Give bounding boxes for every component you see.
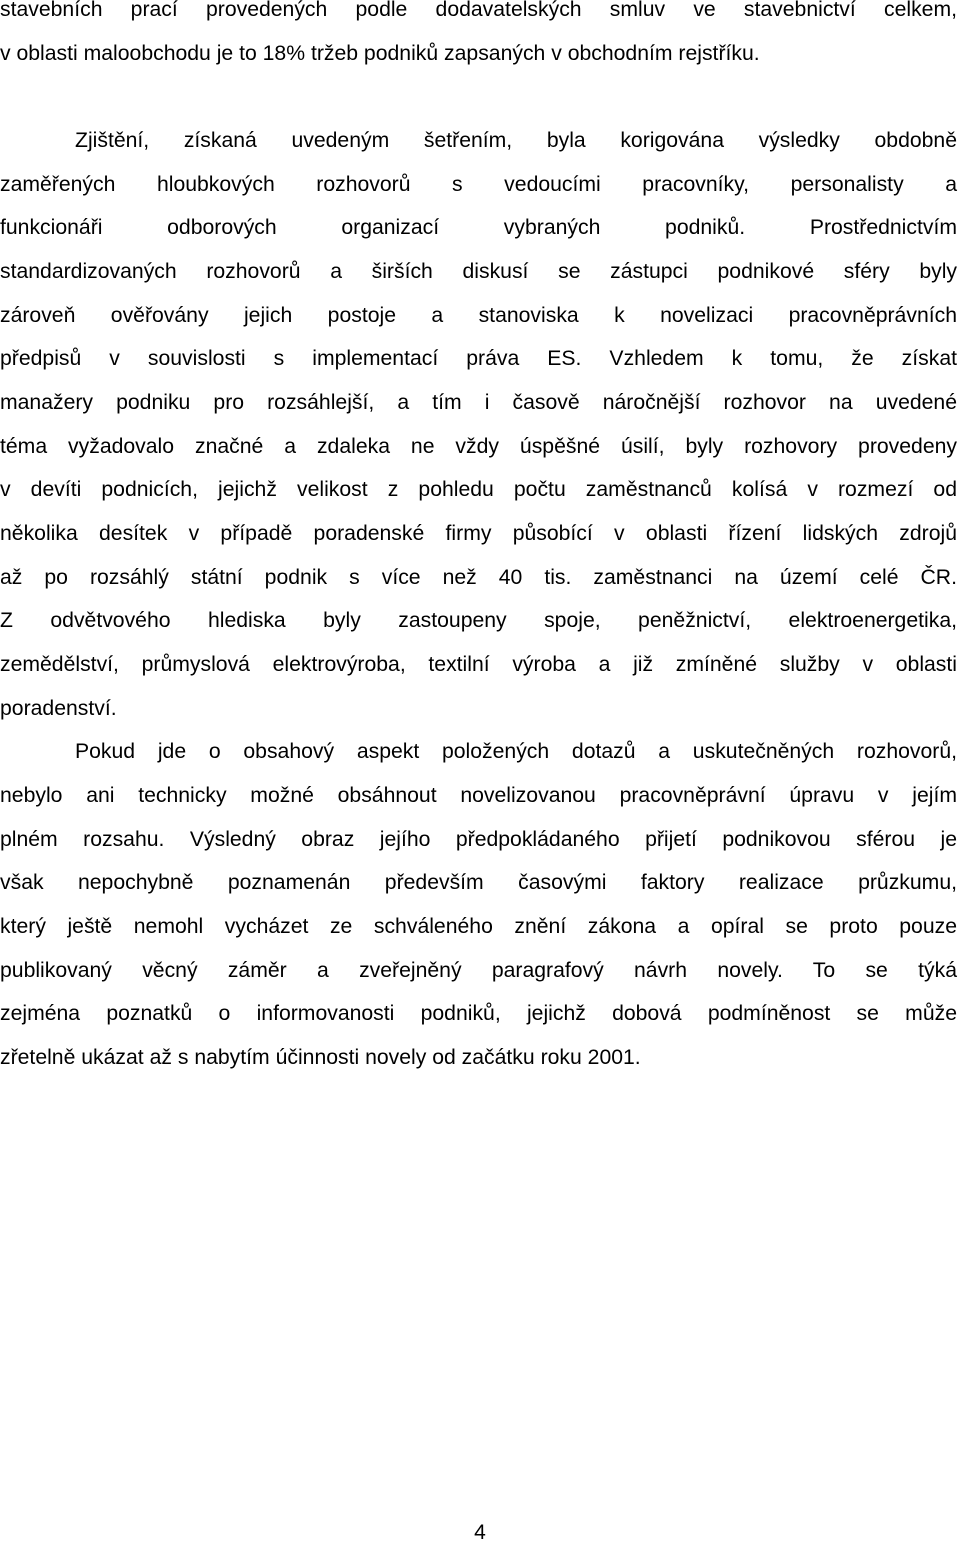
text-line: zemědělství, průmyslová elektrovýroba, textilní výroba a již zmíněné služby v oblasti <box>0 653 957 676</box>
text-line: funkcionáři odborových organizací vybraných podniků. Prostřednictvím <box>0 216 957 239</box>
text-line: však nepochybně poznamenán především časovými faktory realizace průzkumu, <box>0 871 957 894</box>
text-line: Z odvětvového hlediska byly zastoupeny spoje, peněžnictví, elektroenergetika, <box>0 609 957 632</box>
text-line: který ještě nemohl vycházet ze schváleného znění zákona a opíral se proto pouze <box>0 915 957 938</box>
text-line: několika desítek v případě poradenské firmy působící v oblasti řízení lidských zdrojů <box>0 522 957 545</box>
text-line: poradenství. <box>0 697 117 720</box>
text-line: manažery podniku pro rozsáhlejší, a tím i časově náročnější rozhovor na uvedené <box>0 391 957 414</box>
text-line: v devíti podnicích, jejichž velikost z pohledu počtu zaměstnanců kolísá v rozmezí od <box>0 478 957 501</box>
text-line: Pokud jde o obsahový aspekt položených dotazů a uskutečněných rozhovorů, <box>75 740 957 763</box>
text-line: zaměřených hloubkových rozhovorů s vedoucími pracovníky, personalisty a <box>0 173 957 196</box>
text-line: Zjištění, získaná uvedeným šetřením, byla korigována výsledky obdobně <box>75 129 957 152</box>
text-line: až po rozsáhlý státní podnik s více než 40 tis. zaměstnanci na území celé ČR. <box>0 566 957 589</box>
text-line: zřetelně ukázat až s nabytím účinnosti novely od začátku roku 2001. <box>0 1046 641 1069</box>
text-line: předpisů v souvislosti s implementací práva ES. Vzhledem k tomu, že získat <box>0 347 957 370</box>
text-line: zároveň ověřovány jejich postoje a stanoviska k novelizaci pracovněprávních <box>0 304 957 327</box>
text-line: standardizovaných rozhovorů a širších diskusí se zástupci podnikové sféry byly <box>0 260 957 283</box>
text-line: plném rozsahu. Výsledný obraz jejího předpokládaného přijetí podnikovou sférou je <box>0 828 957 851</box>
text-line: nebylo ani technicky možné obsáhnout novelizovanou pracovněprávní úpravu v jejím <box>0 784 957 807</box>
page-number: 4 <box>474 1521 486 1544</box>
text-line: v oblasti maloobchodu je to 18% tržeb podniků zapsaných v obchodním rejstříku. <box>0 42 760 65</box>
text-line: publikovaný věcný záměr a zveřejněný paragrafový návrh novely. To se týká <box>0 959 957 982</box>
text-line: zejména poznatků o informovanosti podniků, jejichž dobová podmíněnost se může <box>0 1002 957 1025</box>
text-line: stavebních prací provedených podle dodavatelských smluv ve stavebnictví celkem, <box>0 0 957 21</box>
text-line: téma vyžadovalo značné a zdaleka ne vždy úspěšné úsilí, byly rozhovory provedeny <box>0 435 957 458</box>
